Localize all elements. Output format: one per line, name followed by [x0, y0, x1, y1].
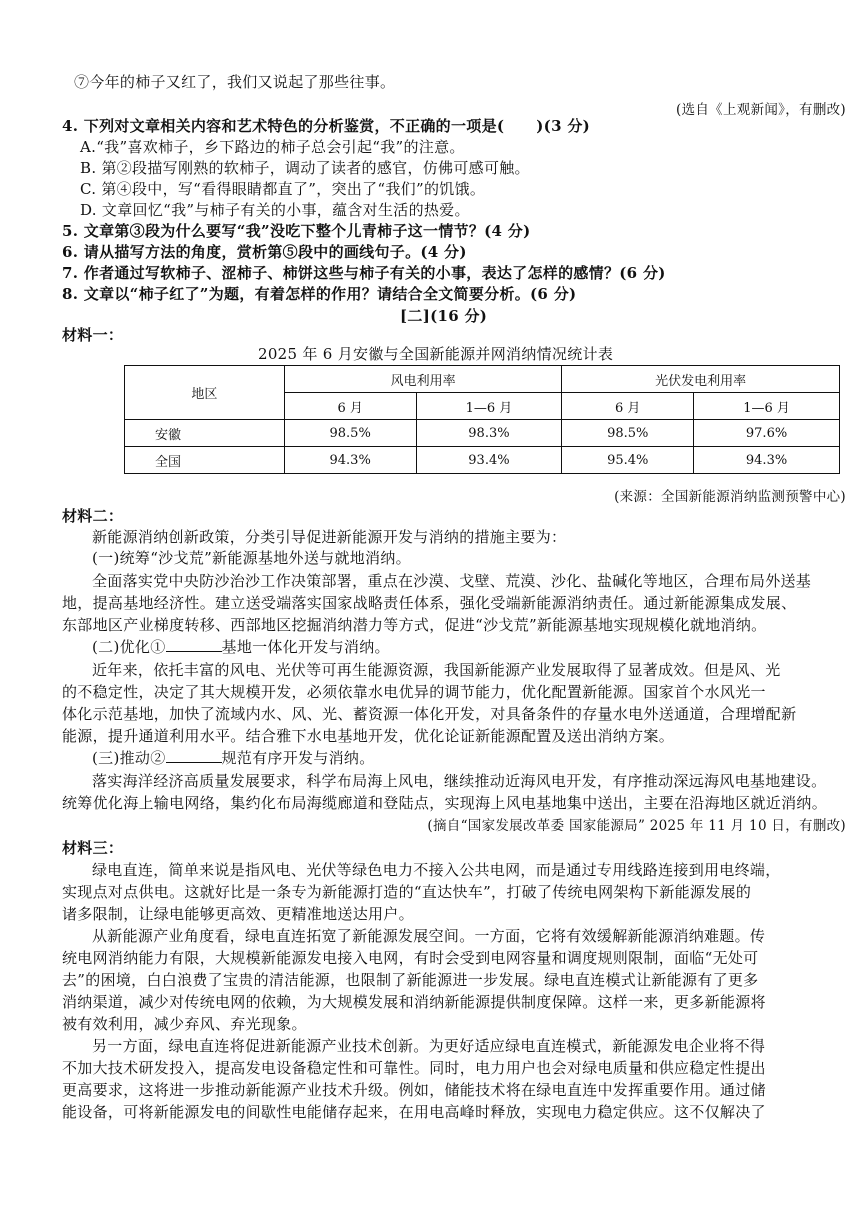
measure-1-line: 全面落实党中央防沙治沙工作决策部署，重点在沙漠、戈壁、荒漠、沙化、盐碱化等地区，合理布局外送基: [92, 572, 812, 590]
table-cell: 94.3%: [284, 447, 416, 474]
table-cell: 97.6%: [694, 420, 840, 447]
measure-1-heading: (一)统筹“沙戈荒”新能源基地外送与就地消纳。: [92, 549, 411, 567]
material-3-line: 另一方面，绿电直连将促进新能源产业技术创新。为更好适应绿电直连模式，新能源发电企业将不得: [92, 1037, 766, 1055]
material-3-line: 不加大技术研发投入，提高发电设备稳定性和可靠性。同时，电力用户也会对绿电质量和供应稳定性提出: [62, 1059, 766, 1077]
header-wind-jan-jun: 1—6 月: [416, 393, 562, 420]
material-3-line: 更高要求，这将进一步推动新能源产业技术升级。例如，储能技术将在绿电直连中发挥重要作用。通过储: [62, 1081, 766, 1099]
question-4-score: )(3 分): [536, 117, 591, 135]
measure-2-heading: [92, 636, 390, 658]
row-region: 全国: [125, 447, 285, 474]
paragraph-7: ⑦今年的柿子又红了，我们又说起了那些往事。: [74, 73, 396, 91]
table-cell: 98.5%: [284, 420, 416, 447]
table-cell: 93.4%: [416, 447, 562, 474]
question-6: 6. 请从描写方法的角度，赏析第⑤段中的画线句子。(4 分): [62, 243, 467, 261]
measure-3-line: 落实海洋经济高质量发展要求，科学布局海上风电，继续推动近海风电开发，有序推动深远海风电基地建设。: [92, 772, 827, 790]
material-3-line: 实现点对点供电。这就好比是一条专为新能源打造的“直达快车”，打破了传统电网架构下新能源发展的: [62, 883, 752, 901]
measure-1-line: 东部地区产业梯度转移、西部地区挖掘消纳潜力等方式，促进“沙戈荒”新能源基地实现规模化就地消纳。: [62, 616, 767, 634]
measure-2-line: 的不稳定性，决定了其大规模开发，必须依靠水电优异的调节能力，优化配置新能源。国家首个水风光一: [62, 683, 766, 701]
header-solar: 光伏发电利用率: [562, 366, 840, 393]
measure-3-prefix: (三)推动②: [92, 749, 166, 767]
option-d: D. 文章回忆“我”与柿子有关的小事，蕴含对生活的热爱。: [80, 201, 470, 219]
measure-1-line: 地，提高基地经济性。建立送受端落实国家战略责任体系，强化受端新能源消纳责任。通过新能源集成发展、: [62, 594, 797, 612]
material-3-label: 材料三：: [62, 839, 124, 857]
table-row: [125, 420, 840, 447]
question-8: 8. 文章以“柿子红了”为题，有着怎样的作用？请结合全文简要分析。(6 分): [62, 285, 577, 303]
question-7: 7. 作者通过写软柿子、涩柿子、柿饼这些与柿子有关的小事，表达了怎样的感情？(6 分): [62, 264, 666, 282]
section-2-title: [二](16 分): [400, 307, 488, 325]
header-solar-jan-jun: 1—6 月: [694, 393, 840, 420]
table-cell: 95.4%: [562, 447, 694, 474]
measure-2-prefix: (二)优化①: [92, 638, 166, 656]
table-title: 2025 年 6 月安徽与全国新能源并网消纳情况统计表: [258, 345, 614, 363]
fill-blank-1[interactable]: [166, 637, 222, 652]
option-c: C. 第④段中，写“看得眼睛都直了”，突出了“我们”的饥饿。: [80, 180, 486, 198]
material-1-label: 材料一：: [62, 326, 124, 344]
material-2-intro: 新能源消纳创新政策，分类引导促进新能源开发与消纳的措施主要为：: [92, 528, 567, 546]
material-3-line: 统电网消纳能力有限，大规模新能源发电接入电网，有时会受到电网容量和调度规则限制，面临“无处可: [62, 949, 759, 967]
question-4: [62, 115, 590, 137]
table-cell: 94.3%: [694, 447, 840, 474]
material-3-line: 能设备，可将新能源发电的间歇性电能储存起来，在用电高峰时释放，实现电力稳定供应。这不仅解决了: [62, 1103, 766, 1121]
option-b: B. 第②段描写刚熟的软柿子，调动了读者的感官，仿佛可感可触。: [80, 159, 530, 177]
table-cell: 98.3%: [416, 420, 562, 447]
material-2-label: 材料二：: [62, 507, 124, 525]
material-3-line: 诸多限制，让绿电能够更高效、更精准地送达用户。: [62, 905, 414, 923]
measure-2-line: 能源，提升通道利用水平。结合雅下水电基地开发，优化论证新能源配置及送出消纳方案。: [62, 727, 675, 745]
stats-table: [124, 365, 840, 474]
question-5: 5. 文章第③段为什么要写“我”没吃下整个儿青柿子这一情节？(4 分): [62, 222, 531, 240]
row-region: 安徽: [125, 420, 285, 447]
measure-2-line: 近年来，依托丰富的风电、光伏等可再生能源资源，我国新能源产业发展取得了显著成效。但是风、光: [92, 661, 781, 679]
header-solar-june: 6 月: [562, 393, 694, 420]
material-3-line: 绿电直连，简单来说是指风电、光伏等绿色电力不接入公共电网，而是通过专用线路连接到用电终端，: [92, 861, 781, 879]
option-a: A.“我”喜欢柿子，乡下路边的柿子总会引起“我”的注意。: [80, 138, 465, 156]
table-row: [125, 447, 840, 474]
table-source: (来源：全国新能源消纳监测预警中心): [614, 489, 846, 505]
table-cell: 98.5%: [562, 420, 694, 447]
header-wind: 风电利用率: [284, 366, 562, 393]
measure-3-suffix: 规范有序开发与消纳。: [221, 749, 375, 767]
fill-blank-2[interactable]: [166, 748, 222, 763]
measure-2-suffix: 基地一体化开发与消纳。: [221, 638, 390, 656]
material-3-line: 被有效利用，减少弃风、弃光现象。: [62, 1015, 307, 1033]
question-4-text: 4. 下列对文章相关内容和艺术特色的分析鉴赏，不正确的一项是(: [62, 117, 505, 135]
measure-3-heading: [92, 747, 375, 769]
material-2-source: (摘自“国家发展改革委 国家能源局” 2025 年 11 月 10 日，有删改): [427, 818, 846, 834]
header-region: 地区: [125, 366, 285, 420]
header-wind-june: 6 月: [284, 393, 416, 420]
table-header-row: [125, 366, 840, 393]
material-3-line: 消纳渠道，减少对传统电网的依赖，为大规模发展和消纳新能源提供制度保障。这样一来，更多新能源将: [62, 993, 766, 1011]
measure-2-line: 体化示范基地，加快了流域内水、风、光、蓄资源一体化开发，对具备条件的存量水电外送通道，合理增配新: [62, 705, 797, 723]
measure-3-line: 统筹优化海上输电网络，集约化布局海缆廊道和登陆点，实现海上风电基地集中送出，主要在沿海地区就近消纳。: [62, 794, 828, 812]
article-source: (选自《上观新闻》，有删改): [676, 102, 846, 118]
material-3-line: 去”的困境，白白浪费了宝贵的清洁能源，也限制了新能源进一步发展。绿电直连模式让新能源有了更多: [62, 971, 759, 989]
material-3-line: 从新能源产业角度看，绿电直连拓宽了新能源发展空间。一方面，它将有效缓解新能源消纳难题。传: [92, 927, 766, 945]
